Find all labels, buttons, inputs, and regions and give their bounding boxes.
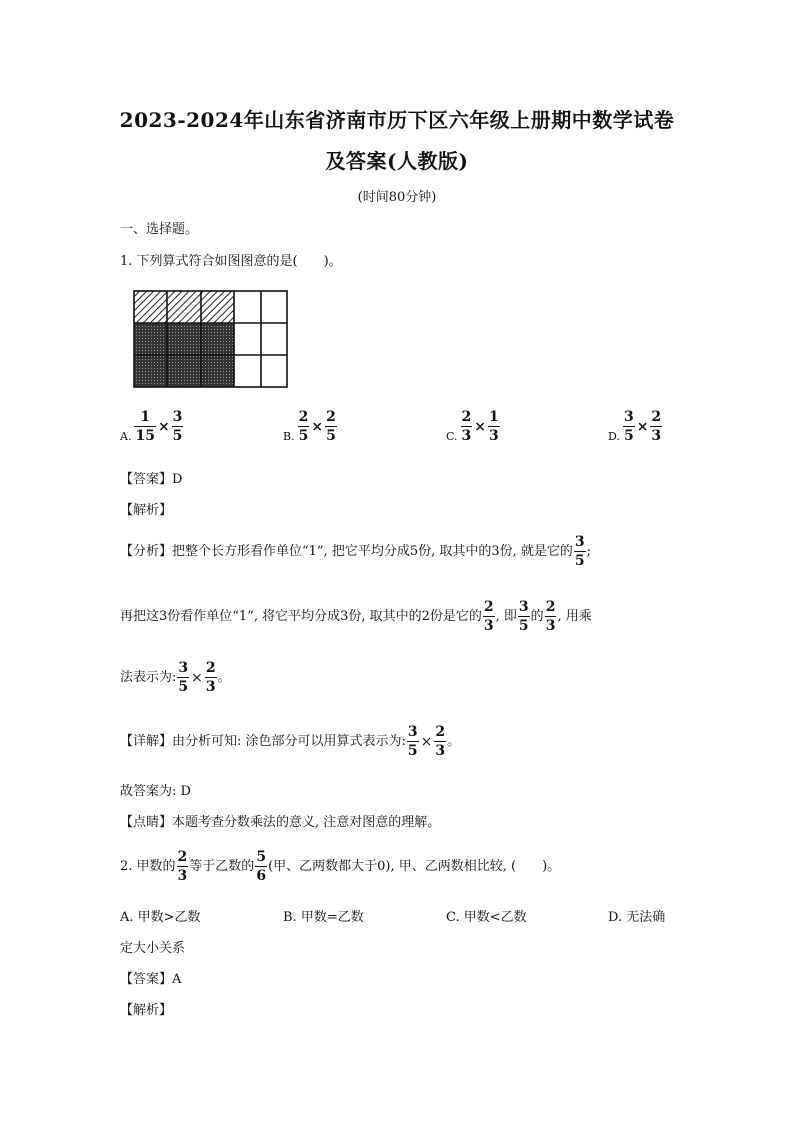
times-sign: × [191,669,203,686]
page-title-line2: 及答案(人教版) [325,149,469,173]
conclusion-1: 故答案为: D [120,784,191,799]
analysis-heading-1: 【解析】 [120,503,173,518]
times-sign: × [474,418,487,435]
option-a [120,410,184,443]
denominator: 3 [545,618,556,634]
numerator: 2 [435,724,446,740]
numerator: 2 [298,409,309,425]
denominator: 5 [623,428,634,444]
fraction [488,410,500,443]
detail-text: 。 [447,734,461,749]
analysis-text: 再把这3份看作单位“1”, 将它平均分成3份, 取其中的2份是它的 [120,609,482,624]
denominator: 3 [177,868,188,884]
page-title: 2023-2024年山东省济南市历下区六年级上册期中数学试卷 [119,108,675,132]
numerator: 1 [489,409,499,425]
question-text: 等于乙数的 [189,859,255,874]
key-point-1: 【点睛】本题考查分数乘法的意义, 注意对图意的理解。 [120,815,441,830]
fraction [434,725,446,758]
numerator: 2 [651,409,662,425]
fraction [518,600,530,633]
denominator: 6 [256,868,267,884]
fraction [623,410,635,443]
fraction [298,410,310,443]
numerator: 2 [177,849,188,865]
numerator: 2 [483,599,494,615]
denominator: 3 [435,743,446,759]
section-heading: 一、选择题。 [120,222,199,237]
denominator: 5 [518,618,529,634]
analysis-text: 的 [530,609,544,624]
analysis-line-1 [120,535,591,568]
analysis-text: 【分析】把整个长方形看作单位“1”, 把它平均分成5份, 取其中的3份, 就是它的 [120,544,573,559]
option-letter: B. [283,430,295,443]
times-sign: × [311,418,324,435]
analysis-heading-2: 【解析】 [120,1003,173,1018]
denominator: 3 [461,428,472,444]
option-c [446,410,501,443]
fraction [483,600,495,633]
denominator: 5 [326,428,336,444]
analysis-text: 。 [217,670,231,685]
q2-option-a: A. 甲数>乙数 [120,910,201,925]
fraction-grid-figure [133,290,289,389]
question-text: 2. 甲数的 [120,859,176,874]
option-b [283,410,338,443]
fraction [205,661,217,694]
denominator: 5 [298,428,309,444]
numerator: 3 [518,599,529,615]
fraction [407,725,419,758]
fraction [134,410,155,443]
analysis-line-2 [120,600,592,633]
fraction [545,600,557,633]
denominator: 5 [172,428,183,444]
analysis-text: ; [586,544,592,559]
fraction [650,410,662,443]
denominator: 3 [483,618,494,634]
numerator: 3 [407,724,418,740]
numerator: 2 [545,599,556,615]
analysis-line-3 [120,661,231,694]
denominator: 5 [407,743,418,759]
analysis-text: , 即 [495,609,517,624]
option-letter: C. [446,430,458,443]
denominator: 5 [178,679,189,695]
time-limit: (时间80分钟) [357,190,437,205]
fraction [172,410,184,443]
q2-option-d-continued: 定大小关系 [120,941,186,956]
denominator: 15 [135,428,155,444]
fraction [461,410,473,443]
denominator: 3 [205,679,216,695]
question-2-stem [120,850,560,883]
analysis-text: 法表示为: [120,670,177,685]
denominator: 3 [651,428,662,444]
detail-explanation [120,725,460,758]
denominator: 5 [574,553,585,569]
analysis-text: , 用乘 [557,609,592,624]
option-letter: A. [120,430,132,443]
hatched-region [134,291,234,323]
numerator: 2 [205,660,216,676]
q2-option-c: C. 甲数<乙数 [446,910,527,925]
question-1-stem: 1. 下列算式符合如图图意的是( )。 [120,254,342,269]
times-sign: × [420,733,433,750]
answer-1: 【答案】D [120,472,183,487]
numerator: 3 [178,660,189,676]
denominator: 3 [489,428,499,444]
numerator: 2 [461,409,472,425]
numerator: 3 [623,409,634,425]
detail-text: 【详解】由分析可知: 涂色部分可以用算式表示为: [120,734,406,749]
q2-option-d: D. 无法确 [608,910,666,925]
times-sign: × [157,418,170,435]
fraction [574,535,586,568]
numerator: 5 [256,849,267,865]
times-sign: × [636,418,649,435]
numerator: 2 [326,409,336,425]
question-text: (甲、乙两数都大于0), 甲、乙两数相比较, ( )。 [268,859,561,874]
fraction [177,850,189,883]
numerator: 3 [574,534,585,550]
fraction [255,850,267,883]
option-d [608,410,663,443]
answer-2: 【答案】A [120,972,182,987]
option-letter: D. [608,430,620,443]
numerator: 3 [172,409,183,425]
fraction [177,661,189,694]
q2-option-b: B. 甲数=乙数 [283,910,364,925]
fraction [325,410,337,443]
numerator: 1 [140,409,151,425]
